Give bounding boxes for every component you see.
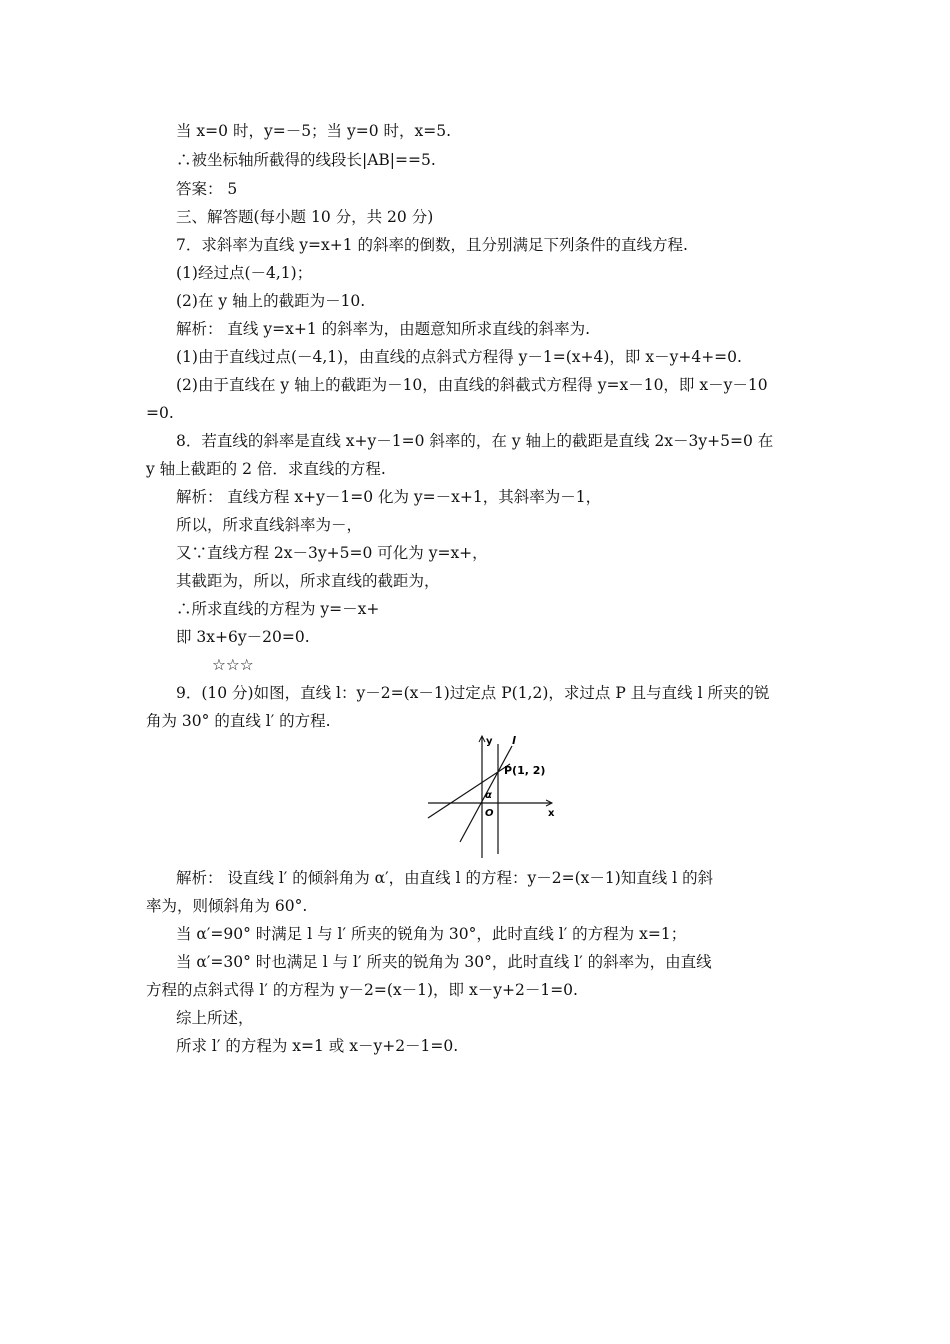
- problem-7-solution: 解析： 直线 y=x+1 的斜率为，由题意知所求直线的斜率为.: [176, 320, 591, 338]
- line-l-label: l: [512, 734, 516, 747]
- answer-line: 答案： 5: [176, 180, 238, 198]
- problem-8-solution-2: 所以，所求直线斜率为－，: [176, 516, 363, 534]
- problem-8-solution-1: 解析： 直线方程 x+y－1=0 化为 y=－x+1，其斜率为－1，: [176, 488, 602, 506]
- problem-8-solution-5: ∴所求直线的方程为 y=－x+: [176, 600, 380, 618]
- coordinate-figure: [422, 730, 562, 862]
- problem-7-solution-2-cont: =0.: [146, 404, 174, 422]
- problem-9-solution-3: 当 α′=30° 时也满足 l 与 l′ 所夹的锐角为 30°，此时直线 l′ 的斜率为，由直线: [176, 953, 712, 971]
- problem-8-statement-cont: y 轴上截距的 2 倍．求直线的方程.: [146, 460, 386, 478]
- text-line-2: ∴被坐标轴所截得的线段长|AB|==5.: [176, 151, 436, 169]
- star-separator: ☆☆☆: [212, 656, 254, 674]
- problem-9-statement: 9．(10 分)如图，直线 l：y－2=(x－1)过定点 P(1,2)，求过点 P 且与直线 l 所夹的锐: [176, 684, 770, 702]
- section-heading: 三、解答题(每小题 10 分，共 20 分): [176, 208, 434, 226]
- problem-9-solution-1: 解析： 设直线 l′ 的倾斜角为 α′，由直线 l 的方程：y－2=(x－1)知直线 l 的斜: [176, 869, 714, 887]
- problem-8-solution-6: 即 3x+6y－20=0.: [176, 628, 310, 646]
- problem-7-solution-2: (2)由于直线在 y 轴上的截距为－10，由直线的斜截式方程得 y=x－10，即 x－y－10: [176, 376, 768, 394]
- problem-7-solution-1: (1)由于直线过点(－4,1)，由直线的点斜式方程得 y－1=(x+4)，即 x－y+4+=0.: [176, 348, 742, 366]
- problem-9-solution-3-cont: 方程的点斜式得 l′ 的方程为 y－2=(x－1)，即 x－y+2－1=0.: [146, 981, 578, 999]
- coordinate-figure-svg: [422, 730, 562, 862]
- problem-8-solution-3: 又∵直线方程 2x－3y+5=0 可化为 y=x+，: [176, 544, 488, 562]
- origin-label: O: [485, 808, 494, 819]
- problem-9-summary: 综上所述，: [176, 1009, 254, 1027]
- problem-7-part-1: (1)经过点(－4,1)；: [176, 264, 313, 282]
- problem-9-statement-cont: 角为 30° 的直线 l′ 的方程.: [146, 712, 331, 730]
- problem-9-answer: 所求 l′ 的方程为 x=1 或 x－y+2－1=0.: [176, 1037, 459, 1055]
- y-axis-label: y: [486, 736, 493, 747]
- point-p-label: P(1, 2): [504, 764, 546, 777]
- problem-7-part-2: (2)在 y 轴上的截距为－10.: [176, 292, 366, 310]
- x-axis-label: x: [548, 808, 555, 819]
- problem-9-solution-1-cont: 率为，则倾斜角为 60°.: [146, 897, 308, 915]
- angle-alpha-label: α: [485, 790, 492, 801]
- problem-9-solution-2: 当 α′=90° 时满足 l 与 l′ 所夹的锐角为 30°，此时直线 l′ 的方程为 x=1；: [176, 925, 687, 943]
- problem-8-solution-4: 其截距为，所以，所求直线的截距为，: [176, 572, 440, 590]
- text-line-1: 当 x=0 时，y=－5；当 y=0 时，x=5.: [176, 122, 452, 140]
- problem-8-statement: 8．若直线的斜率是直线 x+y－1=0 斜率的，在 y 轴上的截距是直线 2x－3y+5=0 在: [176, 432, 774, 450]
- problem-7-statement: 7．求斜率为直线 y=x+1 的斜率的倒数，且分别满足下列条件的直线方程.: [176, 236, 688, 254]
